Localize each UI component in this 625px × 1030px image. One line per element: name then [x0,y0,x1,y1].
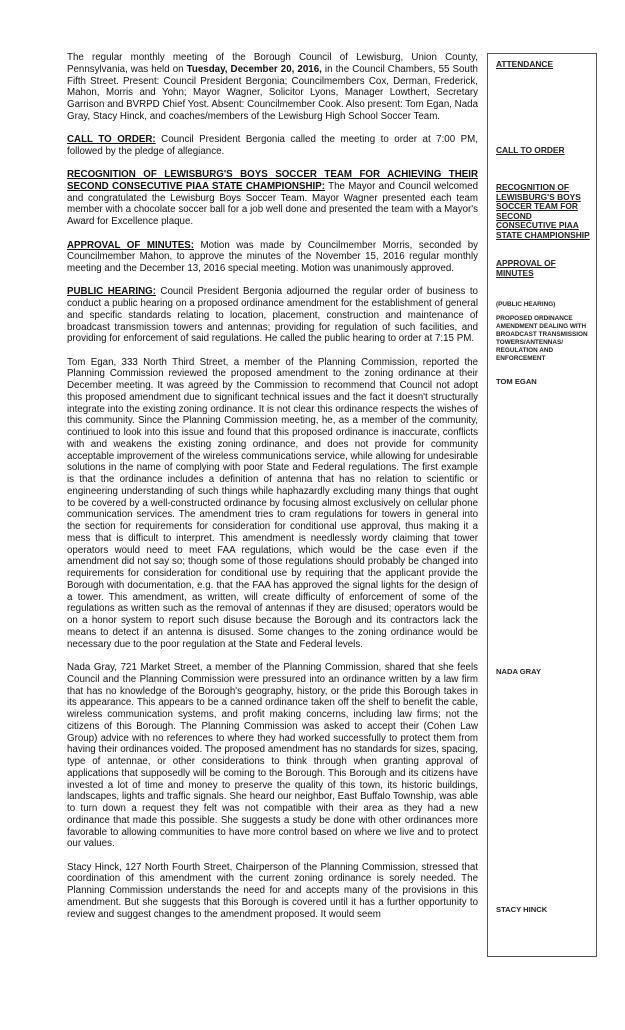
attendance-text-intro: The regular monthly meeting of the Borough Council of Lewisburg, Union County, Pennsylvania, was held on [67,52,478,75]
margin-label-attendance: ATTENDANCE [496,59,554,69]
approval-of-minutes-heading: APPROVAL OF MINUTES: [67,239,194,251]
attendance-paragraph [67,52,478,123]
margin-label-proposed-ordinance: PROPOSED ORDINANCE AMENDMENT DEALING WITH BROADCAST TRANSMISSION TOWERS/ANTENNAS/ REGULATION AND ENFORCEMENT [496,315,588,362]
recognition-heading: RECOGNITION OF LEWISBURG'S BOYS SOCCER TEAM FOR ACHIEVING THEIR SECOND CONSECUTIVE PIAA STATE CHAMPIONSHIP: [67,169,478,192]
margin-label-stacy-hinck: STACY HINCK [496,905,548,914]
public-hearing-paragraph [67,286,478,345]
margin-label-tom-egan: TOM EGAN [496,377,537,386]
public-hearing-text: Council President Bergonia adjourned the regular order of business to conduct a public hearing on a proposed ordinance amendment for the establishment of general and specific standards relating to location, placement, construction and maintenance of broadcast transmission towers and antennas; providing for regulation of such facilities, and providing for enforcement of said regulations. He called the public hearing to order at 7:15 PM. [67,286,478,345]
margin-label-approval-of-minutes: APPROVAL OF MINUTES [496,258,556,278]
recognition-text: The Mayor and Council welcomed and congratulated the Lewisburg Boys Soccer Team. Mayor Wagner presented each team member with a chocolate soccer ball for a job well done and presented the team with a Mayor's Award for Excellence plaque. [67,180,479,228]
meeting-date: Tuesday, December 20, 2016, [186,63,322,75]
tom-egan-paragraph: Tom Egan, 333 North Third Street, a member of the Planning Commission, reported the Planning Commission reviewed the proposed amendment to the zoning ordinance at their December meeting. It was agreed by the Commission to recommend that Council not adopt this proposed amendment due to significant technical issues and the fact it doesn't structurally integrate into the existing zoning ordinance. It is not clear this ordinance respects the wishes of this community. Since the Planning Commission meeting, he, as a member of the community, continued to look into this issue and found that this proposed ordinance is inaccurate, conflicts with and weakens the existing zoning ordinance, and does not provide for community acceptable improvement of the wireless communications service, while allowing for undesirable solutions in the name of complying with poor State and Federal regulations. The first example is that the ordinance includes a definition of antenna that has no relation to scientific or engineering understanding of such things while haphazardly excluding many things that ought to be covered by a well-constructed ordinance by focusing almost exclusively on cellular phone communication services. The amendment tries to cram regulations for towers in general into the section for requirements for consideration for conditional use approval, thus making it a mess that is difficult to interpret. This amendment is needlessly wordy claiming that tower operators would need to meet FAA regulations, which would be the case even if the amendment did not say so; though some of those regulations should probably be changed into requirements for consideration for conditional use by requiring that the applicant provide the Borough with documentation, e.g. that the FAA has approved the signal lights for the design of a tower. This amendment, as written, will create difficulty of enforcement of some of the regulations as written such as the removal of antennas if they are disused; operators would be on a honor system to report such disuse because the Borough and its contractors lack the means to detect if an antenna is disused. Some changes to the zoning ordinance would be necessary due to the poor regulation at the State and Federal levels. [67,356,478,650]
margin-notes-box [487,53,597,957]
stacy-hinck-paragraph: Stacy Hinck, 127 North Fourth Street, Chairperson of the Planning Commission, stressed that coordination of this amendment with the current zoning ordinance is sorely needed. The Planning Commission understands the need for and accepts many of the provisions in this amendment. But she suggests that this Borough is covered until it has a further opportunity to review and suggest changes to the amendment proposed. It would seem [67,861,478,920]
recognition-paragraph [67,169,478,228]
minutes-body [67,52,478,932]
margin-label-nada-gray: NADA GRAY [496,667,542,676]
approval-of-minutes-text: Motion was made by Councilmember Morris, seconded by Councilmember Mahon, to approve the minutes of the November 15, 2016 regular monthly meeting and the December 13, 2016 special meeting. Motion was unanimously approved. [67,239,478,275]
margin-label-call-to-order: CALL TO ORDER [496,145,565,155]
nada-gray-paragraph: Nada Gray, 721 Market Street, a member of the Planning Commission, shared that she feels Council and the Planning Commission were pressured into an ordinance written by a law firm that has no knowledge of the Borough's geography, history, or the pride this Borough takes in its appearance. This appears to be a canned ordinance taken off the shelf to benefit the cable, wireless communication systems, and profit making concerns, including law firms; not the citizens of this Borough. The Planning Commission was asked to accept their (Cohen Law Group) advice with no references to where they had worked successfully to protect them from having their ordinances voided. The proposed amendment has no standards for sizes, spacing, type of antennae, or other considerations to think through when granting approval of applications that supposedly will be coming to the Borough. This Borough and its citizens have invested a lot of time and money to preserve the quality of this town, its historic buildings, landscapes, lights and traffic signals. She heard our neighbor, East Buffalo Township, was able to turn down a request they felt was not compatible with their area as they had a new ordinance that made this possible. She suggests a study be done with other ordinances more favorable to allowing communities to have more control based on where we live and to protect our values. [67,662,478,850]
approval-of-minutes-paragraph [67,240,478,275]
margin-label-public-hearing: (PUBLIC HEARING) [496,301,556,308]
call-to-order-paragraph [67,134,478,158]
margin-label-recognition: RECOGNITION OF LEWISBURG'S BOYS SOCCER TEAM FOR SECOND CONSECUTIVE PIAA STATE CHAMPIONSHIP [496,182,590,240]
call-to-order-text: Council President Bergonia called the meeting to order at 7:00 PM, followed by the pledge of allegiance. [67,134,478,157]
attendance-text: in the Council Chambers, 55 South Fifth Street. Present: Council President Bergonia; Councilmembers Cox, Derman, Frederick, Mahon, Morris and Yohn; Mayor Wagner, Solicitor Lyons, Manager Lowthert, Secretary Garrison and BVRPD Chief Yost. Absent: Councilmember Cook. Also present: Tom Egan, Nada Gray, Stacy Hinck, and coaches/members of the Lewisburg High School Soccer Team. [67,63,478,122]
public-hearing-heading: PUBLIC HEARING: [67,286,156,298]
call-to-order-heading: CALL TO ORDER: [67,134,156,146]
